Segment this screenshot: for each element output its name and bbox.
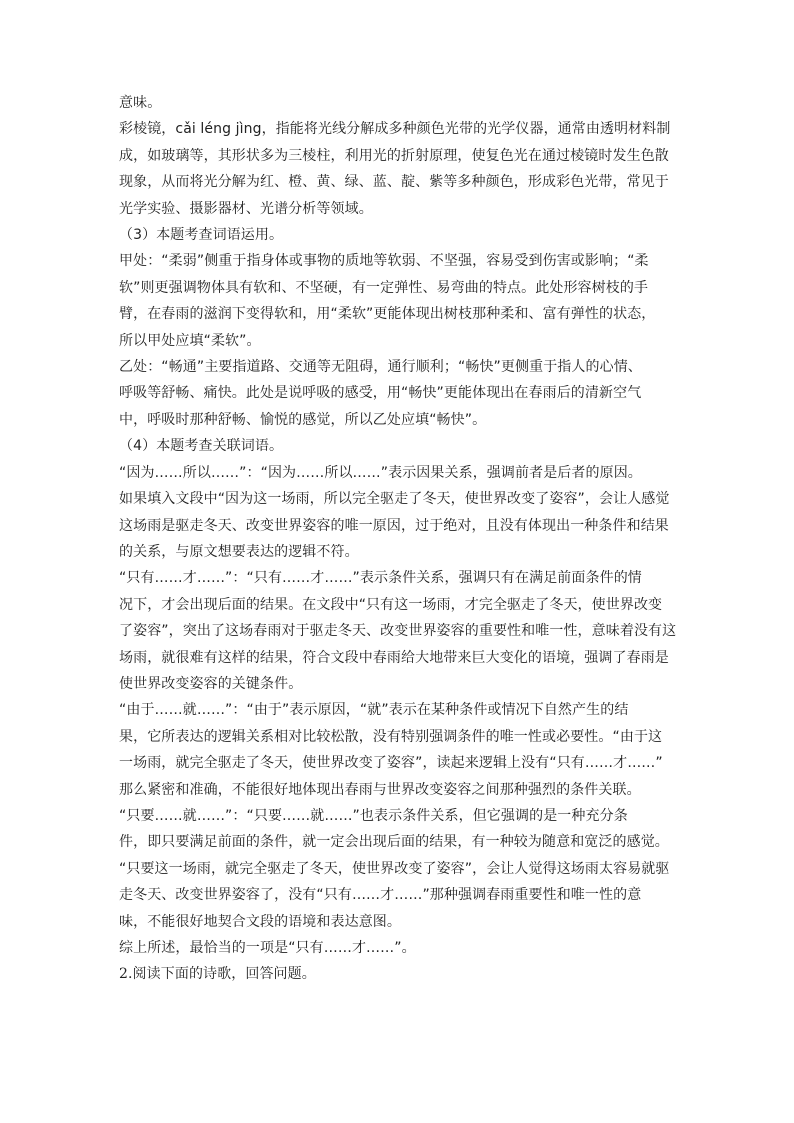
document-page [119,90,679,988]
text-line: 一场雨，就完全驱走了冬天，使世界改变了姿容”，读起来逻辑上没有“只有……才……” [119,755,663,772]
text-line: 的关系，与原文想要表达的逻辑不符。 [119,543,359,560]
text-line: 所以甲处应填“柔软”。 [119,332,261,349]
text-line: 件，即只要满足前面的条件，就一定会出现后面的结果，有一种较为随意和宽泛的感觉。 [119,834,669,851]
text-line: 光学实验、摄影器材、光谱分析等领域。 [119,200,373,217]
question-heading: 2.阅读下面的诗歌，回答问题。 [119,966,316,983]
text-line: 了姿容”，突出了这场春雨对于驱走冬天、改变世界姿容的重要性和唯一性，意味着没有这 [119,623,677,640]
text-line: 彩棱镜，cǎi léng jìng，指能将光线分解成多种颜色光带的光学仪器，通常由透明材料制 [119,121,671,138]
text-line: 现象，从而将光分解为红、橙、黄、绿、蓝、靛、紫等多种颜色，形成彩色光带，常见于 [119,174,669,191]
text-line: 走冬天、改变世界姿容了，没有“只有……才……”那种强调春雨重要性和唯一性的意 [119,887,642,904]
text-line: 呼吸等舒畅、痛快。此处是说呼吸的感受，用“畅快”更能体现出在春雨后的清新空气 [119,385,642,402]
text-line: 果，它所表达的逻辑关系相对比较松散，没有特别强调条件的唯一性或必要性。“由于这 [119,728,663,745]
text-line: “只要……就……”：“只要……就……”也表示条件关系，但它强调的是一种充分条 [119,807,628,824]
text-line: 这场雨是驱走冬天、改变世界姿容的唯一原因，过于绝对，且没有体现出一种条件和结果 [119,517,669,534]
text-line: 那么紧密和准确，不能很好地体现出春雨与世界改变姿容之间那种强烈的条件关联。 [119,781,641,798]
text-line: 臂，在春雨的滋润下变得软和，用“柔软”更能体现出树枝那种柔和、富有弹性的状态， [119,306,656,323]
text-line: 如果填入文段中“因为这一场雨，所以完全驱走了冬天，使世界改变了姿容”，会让人感觉 [119,491,670,508]
text-line: “只要这一场雨，就完全驱走了冬天，使世界改变了姿容”，会让人觉得这场雨太容易就驱 [119,860,670,877]
text-line: 成，如玻璃等，其形状多为三棱柱，利用光的折射原理，使复色光在通过棱镜时发生色散 [119,147,669,164]
text-line: 场雨，就很难有这样的结果，符合文段中春雨给大地带来巨大变化的语境，强调了春雨是 [119,649,669,666]
text-line: 使世界改变姿容的关键条件。 [119,675,303,692]
section-heading: （4）本题考查关联词语。 [119,438,284,455]
text-line: 意味。 [119,95,162,111]
text-line: 甲处：“柔弱”侧重于指身体或事物的质地等软弱、不坚强，容易受到伤害或影响；“柔 [119,253,649,270]
section-heading: （3）本题考查词语运用。 [119,227,284,244]
text-line: 综上所述，最恰当的一项是“只有……才……”。 [119,940,416,956]
text-line: “因为……所以……”：“因为……所以……”表示因果关系，强调前者是后者的原因。 [119,464,642,481]
text-line: 软”则更强调物体具有软和、不坚硬，有一定弹性、易弯曲的特点。此处形容树枝的手 [119,279,649,296]
text-line: 乙处：“畅通”主要指道路、交通等无阻碍，通行顺利；“畅快”更侧重于指人的心情、 [119,359,642,376]
text-line: 味，不能很好地契合文段的语境和表达意图。 [119,913,401,930]
text-line: 中，呼吸时那种舒畅、愉悦的感觉，所以乙处应填“畅快”。 [119,411,487,428]
text-line: 况下，才会出现后面的结果。在文段中“只有这一场雨，才完全驱走了冬天，使世界改变 [119,596,663,613]
text-line: “由于……就……”：“由于”表示原因，“就”表示在某种条件或情况下自然产生的结 [119,702,629,719]
text-line: “只有……才……”：“只有……才……”表示条件关系，强调只有在满足前面条件的情 [119,570,642,587]
